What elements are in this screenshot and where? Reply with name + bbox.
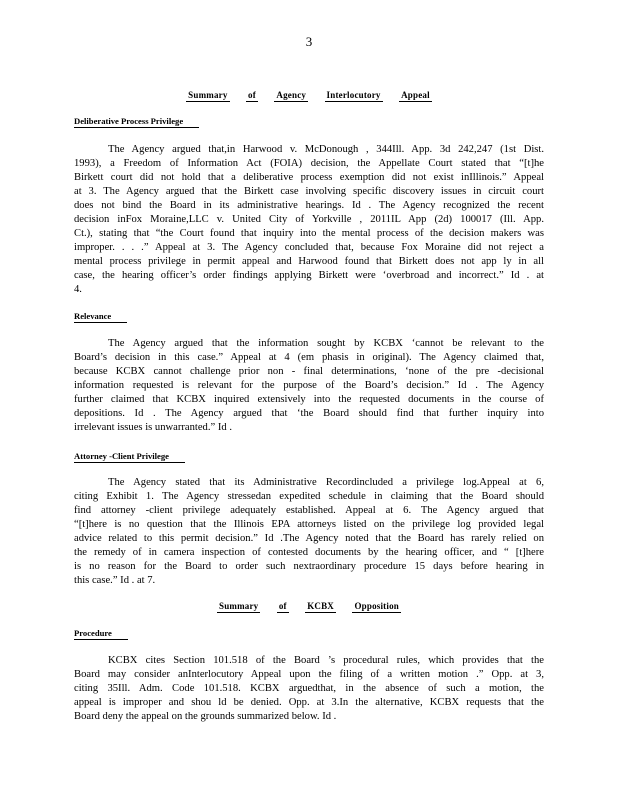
text-line: depositions. Id . The Agency argued that ‘the Board should find that further inquiry into bbox=[74, 408, 544, 419]
text-line: Ct.), stating that “the Court found that inquiry into the mental process of the decision makers was bbox=[74, 228, 544, 239]
text-line: further claimed that KCBX inquired extensively into the requested documents in the course of bbox=[74, 394, 544, 405]
text-line: decision inFox Moraine,LLC v. United City of Yorkville , 2011IL App (2d) 100017 (Ill. App. bbox=[74, 214, 544, 225]
section-title-word: Opposition bbox=[354, 601, 399, 611]
paragraph-relevance bbox=[74, 337, 544, 435]
heading-attorney-client: Attorney -Client Privilege bbox=[74, 451, 185, 461]
text-line: appeal is improper and shou ld be denied. Opp. at 3.In the alternative, KCBX requests that the bbox=[74, 697, 544, 708]
section-title-word: of bbox=[278, 601, 287, 611]
paragraph-attorney-client bbox=[74, 476, 544, 588]
text-line: The Agency argued that,in Harwood v. McDonough , 344Ill. App. 3d 242,247 (1st Dist. bbox=[108, 144, 544, 155]
text-line: The Agency argued that the information sought by KCBX ‘cannot be relevant to the bbox=[108, 338, 544, 349]
section-title-word: Summary bbox=[188, 90, 228, 100]
paragraph-deliberative bbox=[74, 143, 544, 297]
text-line: improper. . . .” Appeal at 3. The Agency concluded that, because Fox Moraine did not reject a bbox=[74, 242, 544, 253]
section-title-word: Interlocutory bbox=[326, 90, 381, 100]
heading-relevance: Relevance bbox=[74, 311, 127, 321]
text-line: Board may consider anInterlocutory Appeal upon the filing of a written motion .” Opp. at 3, bbox=[74, 669, 544, 680]
section-title-word: of bbox=[248, 90, 256, 100]
text-line: advice related to this permit decision.” Id .The Agency noted that the Board has rarely relied on bbox=[74, 533, 544, 544]
text-line: mental process privilege in permit appeal and Harwood found that Birkett does not app ly in all bbox=[74, 256, 544, 267]
text-line: Birkett court did not hold that a deliberative process exemption did not exist inIllinois.” Appeal bbox=[74, 172, 544, 183]
text-line: 1993), a Freedom of Information Act (FOIA) decision, the Appellate Court stated that “[t]he bbox=[74, 158, 544, 169]
text-line: information requested is relevant for the purpose of the Board’s decision.” Id . The Agency bbox=[74, 380, 544, 391]
section-title-word: Agency bbox=[276, 90, 307, 100]
text-line: this case.” Id . at 7. bbox=[74, 575, 156, 586]
heading-deliberative-process: Deliberative Process Privilege bbox=[74, 116, 199, 126]
text-line: The Agency stated that its Administrative Recordincluded a privilege log.Appeal at 6, bbox=[108, 477, 544, 488]
heading-procedure: Procedure bbox=[74, 628, 128, 638]
text-line: KCBX cites Section 101.518 of the Board ’s procedural rules, which provides that the bbox=[108, 655, 544, 666]
text-line: citing Exhibit 1. The Agency stressedan expedited schedule in claiming that the Board should bbox=[74, 491, 544, 502]
page-number: 3 bbox=[305, 34, 313, 49]
text-line: case, the hearing officer’s order findings applying Birkett were ‘overbroad and incorrect.” Id . at bbox=[74, 270, 544, 281]
text-line: Board deny the appeal on the grounds summarized below. Id . bbox=[74, 711, 337, 722]
text-line: citing 35Ill. Adm. Code 101.518. KCBX arguedthat, in the absence of such a motion, the bbox=[74, 683, 544, 694]
section-title-word: Appeal bbox=[401, 90, 430, 100]
section-title-word: KCBX bbox=[307, 601, 335, 611]
text-line: does not bind the Board in its administrative hearings. Id . The Agency recognized the recent bbox=[74, 200, 544, 211]
section-title-kcbx-opposition bbox=[0, 601, 618, 611]
text-line: because KCBX cannot challenge prior non - final determinations, ‘none of the pre -decisional bbox=[74, 366, 544, 377]
text-line: is no reason for the Board to order such nextraordinary procedure 15 days before hearing in bbox=[74, 561, 544, 572]
text-line: “[t]here is no question that the Illinois EPA attorneys listed on the privilege log provided legal bbox=[74, 519, 544, 530]
text-line: at 3. The Agency argued that the Birkett case involving specific discovery issues in circuit court bbox=[74, 186, 544, 197]
section-title-word: Summary bbox=[218, 601, 259, 611]
text-line: irrelevant issues is unwarranted.” Id . bbox=[74, 422, 232, 433]
text-line: find attorney -client privilege adequately established. Appeal at 6. The Agency argued that bbox=[74, 505, 544, 516]
text-line: the remedy of in camera inspection of contested documents by the hearing officer, and “ [t]here bbox=[74, 547, 544, 558]
text-line: Board’s decision in this case.” Appeal at 4 (em phasis in original). The Agency claimed that, bbox=[74, 352, 544, 363]
text-line: 4. bbox=[74, 284, 82, 295]
section-title-agency-appeal bbox=[0, 90, 618, 100]
paragraph-procedure bbox=[74, 654, 544, 724]
